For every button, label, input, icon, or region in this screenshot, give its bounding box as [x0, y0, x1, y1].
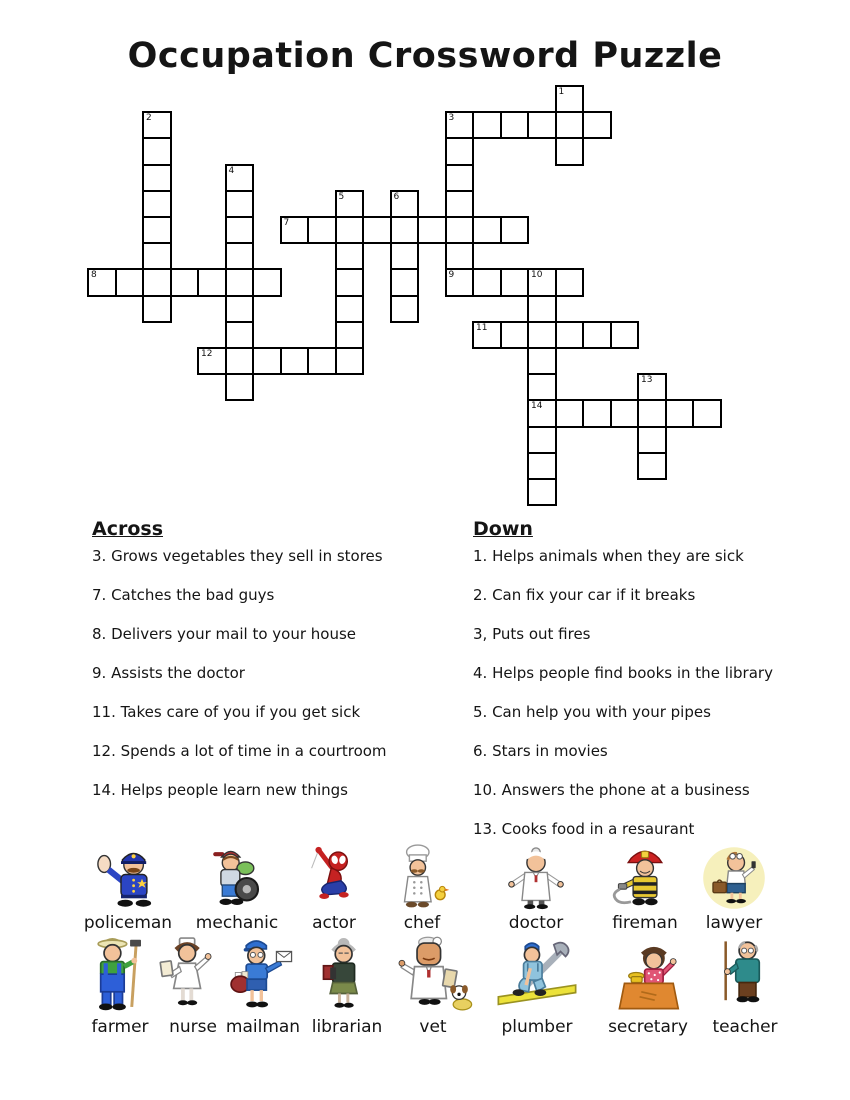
across-heading: Across	[92, 518, 164, 540]
across-clue: 12. Spends a lot of time in a courtroom	[92, 742, 387, 760]
grid-cell-number: 10	[531, 270, 543, 281]
grid-cell	[225, 268, 255, 296]
grid-cell	[142, 190, 172, 218]
grid-cell	[142, 216, 172, 244]
grid-cell	[197, 268, 227, 296]
teacher-label: teacher	[712, 1017, 778, 1037]
word-bank-item	[378, 933, 488, 1037]
word-bank-item	[481, 843, 591, 933]
grid-cell	[225, 242, 255, 270]
word-bank-item	[690, 933, 800, 1037]
down-heading: Down	[473, 518, 533, 540]
grid-cell	[335, 295, 365, 323]
grid-cell	[225, 190, 255, 218]
doctor-image	[481, 843, 591, 913]
mechanic-image	[182, 843, 292, 913]
grid-cell	[362, 216, 392, 244]
grid-cell	[527, 373, 557, 401]
grid-cell-number: 11	[476, 322, 488, 333]
doctor-label: doctor	[508, 913, 564, 933]
grid-cell	[335, 242, 365, 270]
grid-cell	[500, 111, 530, 139]
across-clue: 8. Delivers your mail to your house	[92, 625, 357, 643]
across-clue: 11. Takes care of you if you get sick	[92, 703, 361, 721]
grid-cell	[142, 268, 172, 296]
chef-label: chef	[403, 913, 441, 933]
grid-cell	[142, 137, 172, 165]
plumber-image	[482, 933, 592, 1017]
grid-cell	[555, 137, 585, 165]
mechanic-label: mechanic	[195, 913, 279, 933]
farmer-label: farmer	[91, 1017, 149, 1037]
grid-cell-number: 1	[558, 87, 565, 97]
grid-cell	[555, 321, 585, 349]
teacher-image	[690, 933, 800, 1017]
grid-cell	[445, 268, 475, 296]
grid-cell	[445, 190, 475, 218]
grid-cell	[555, 399, 585, 427]
grid-cell	[472, 268, 502, 296]
nurse-label: nurse	[169, 1017, 217, 1037]
grid-cell	[472, 216, 502, 244]
grid-cell	[335, 321, 365, 349]
across-section	[92, 518, 482, 820]
grid-cell	[307, 216, 337, 244]
down-clue: 2. Can fix your car if it breaks	[473, 586, 696, 604]
grid-cell	[665, 399, 695, 427]
grid-cell	[527, 347, 557, 375]
grid-cell	[472, 321, 502, 349]
grid-cell	[527, 295, 557, 323]
grid-cell	[335, 268, 365, 296]
vet-label: vet	[419, 1017, 447, 1037]
grid-cell	[582, 321, 612, 349]
down-clue: 10. Answers the phone at a business	[473, 781, 750, 799]
word-bank-item	[482, 933, 592, 1037]
grid-cell	[252, 268, 282, 296]
grid-cell	[197, 347, 227, 375]
down-section	[473, 518, 850, 859]
grid-cell	[307, 347, 337, 375]
grid-cell	[142, 295, 172, 323]
secretary-label: secretary	[608, 1017, 688, 1037]
grid-cell	[555, 85, 585, 113]
grid-cell	[582, 399, 612, 427]
grid-cell	[527, 478, 557, 506]
grid-cell	[527, 111, 557, 139]
across-clue: 9. Assists the doctor	[92, 664, 245, 682]
grid-cell	[445, 242, 475, 270]
down-clue: 5. Can help you with your pipes	[473, 703, 711, 721]
grid-cell	[170, 268, 200, 296]
across-clue: 3. Grows vegetables they sell in stores	[92, 547, 383, 565]
grid-cell	[500, 268, 530, 296]
grid-cell	[637, 399, 667, 427]
grid-cell	[610, 321, 640, 349]
down-clues-list	[473, 547, 850, 839]
down-clue: 1. Helps animals when they are sick	[473, 547, 744, 565]
grid-cell	[225, 347, 255, 375]
vet-image	[378, 933, 488, 1017]
grid-cell	[142, 242, 172, 270]
grid-cell	[610, 399, 640, 427]
grid-cell	[225, 373, 255, 401]
grid-cell	[390, 216, 420, 244]
grid-cell	[115, 268, 145, 296]
grid-cell	[527, 321, 557, 349]
down-clue: 3, Puts out fires	[473, 625, 591, 643]
grid-cell	[142, 111, 172, 139]
page-title: Occupation Crossword Puzzle	[127, 36, 723, 76]
grid-cell	[500, 216, 530, 244]
grid-cell	[280, 216, 310, 244]
grid-cell	[445, 164, 475, 192]
secretary-image	[593, 933, 703, 1017]
librarian-label: librarian	[311, 1017, 383, 1037]
grid-cell	[527, 268, 557, 296]
grid-cell	[637, 426, 667, 454]
word-bank-item	[73, 843, 183, 933]
grid-cell	[445, 111, 475, 139]
grid-cell	[225, 321, 255, 349]
grid-cell	[417, 216, 447, 244]
actor-label: actor	[312, 913, 356, 933]
grid-cell	[225, 164, 255, 192]
grid-cell-number: 14	[531, 401, 543, 412]
lawyer-label: lawyer	[705, 913, 763, 933]
grid-cell-number: 5	[338, 191, 345, 202]
grid-cell	[445, 216, 475, 244]
word-bank-item	[593, 933, 703, 1037]
word-bank-item	[182, 843, 292, 933]
grid-cell	[225, 295, 255, 323]
grid-cell	[225, 216, 255, 244]
lawyer-image	[679, 843, 789, 913]
chef-image	[367, 843, 477, 913]
grid-cell-number: 9	[448, 270, 455, 281]
grid-cell-number: 13	[641, 375, 653, 386]
policeman-image	[73, 843, 183, 913]
grid-cell	[527, 399, 557, 427]
grid-cell-number: 7	[283, 218, 290, 228]
grid-cell	[390, 295, 420, 323]
grid-cell-number: 4	[228, 165, 235, 176]
down-clue: 6. Stars in movies	[473, 742, 608, 760]
grid-cell	[252, 347, 282, 375]
down-clue: 13. Cooks food in a resaurant	[473, 820, 695, 838]
across-clue: 14. Helps people learn new things	[92, 781, 348, 799]
grid-cell	[335, 216, 365, 244]
grid-cell	[335, 190, 365, 218]
grid-cell-number: 12	[201, 349, 213, 359]
mailman-label: mailman	[225, 1017, 301, 1037]
grid-cell	[335, 347, 365, 375]
plumber-label: plumber	[501, 1017, 573, 1037]
grid-cell	[390, 190, 420, 218]
word-bank-item	[679, 843, 789, 933]
grid-cell	[527, 426, 557, 454]
fireman-label: fireman	[612, 913, 678, 933]
down-clue: 4. Helps people find books in the library	[473, 664, 773, 682]
across-clue: 7. Catches the bad guys	[92, 586, 275, 604]
grid-cell	[500, 321, 530, 349]
word-bank-item	[367, 843, 477, 933]
grid-cell	[637, 452, 667, 480]
grid-cell	[527, 452, 557, 480]
grid-cell	[87, 268, 117, 296]
grid-cell	[390, 242, 420, 270]
grid-cell	[472, 111, 502, 139]
across-clues-list	[92, 547, 482, 800]
grid-cell	[390, 268, 420, 296]
grid-cell	[142, 164, 172, 192]
policeman-label: policeman	[83, 913, 173, 933]
grid-cell	[582, 111, 612, 139]
grid-cell-number: 8	[91, 270, 97, 281]
grid-cell	[555, 268, 585, 296]
grid-cell	[280, 347, 310, 375]
grid-cell-number: 2	[146, 113, 152, 124]
grid-cell-number: 6	[393, 191, 400, 202]
grid-cell-number: 3	[448, 113, 455, 124]
grid-cell	[637, 373, 667, 401]
grid-cell	[692, 399, 722, 427]
grid-cell	[445, 137, 475, 165]
grid-cell	[555, 111, 585, 139]
